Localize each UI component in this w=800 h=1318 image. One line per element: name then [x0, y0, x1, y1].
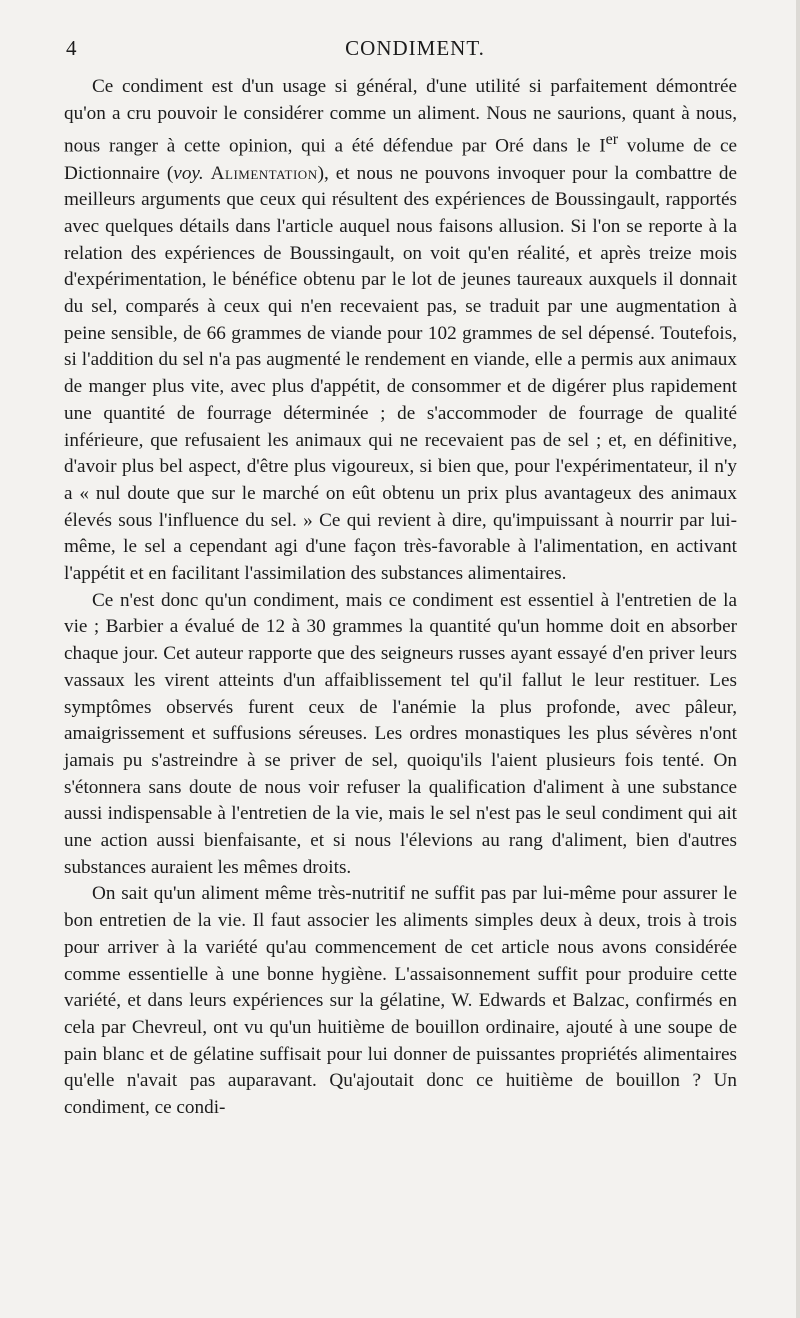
ordinal-superscript: er [605, 131, 619, 149]
paragraph-1 [64, 74, 737, 588]
paragraph-2: Ce n'est donc qu'un condiment, mais ce condiment est essentiel à l'entretien de la vie ; Barbier a évalué de 12 à 30 grammes la quantité qu'un homme doit en absorber chaque jour. Cet auteur rapporte que des seigneurs russes ayant essayé d'en priver leurs vassaux les virent atteints d'un affaiblissement tel qu'il fallut le leur restituer. Les symptômes observés furent ceux de l'anémie la plus profonde, avec pâleur, amaigrissement et suffusions séreuses. Les ordres monastiques les plus sévères n'ont jamais pu s'astreindre à se priver de sel, quoiqu'ils l'aient plusieurs fois tenté. On s'étonnera sans doute de nous voir refuser la qualification d'aliment à une substance aussi indispensable à l'entretien de la vie, mais le sel n'est pas le seul condiment qui ait une action aussi bienfaisante, et si nous l'élevions au rang d'aliment, bien d'autres substances auraient les mêmes droits. [64, 589, 737, 878]
paragraph-3: On sait qu'un aliment même très-nutritif ne suffit pas par lui-même pour assurer le bon entretien de la vie. Il faut associer les aliments simples deux à deux, trois à trois pour arriver à la variété qu'au commencement de cet article nous avons considérée comme essentielle à une bonne hygiène. L'assaisonnement suffit pour produire cette variété, et dans leurs expériences sur la gélatine, W. Edwards et Balzac, confirmés en cela par Chevreul, ont vu qu'un huitième de bouillon ordinaire, ajouté à une soupe de pain blanc et de gélatine suffisait pour lui donner de puissantes propriétés alimentaires qu'elle n'avait pas auparavant. Qu'ajoutait donc ce huitième de bouillon ? Un condiment, ce condi- [64, 883, 737, 1119]
cross-reference-term: Alimentation [210, 162, 318, 184]
cross-reference-voy: voy. [173, 162, 204, 184]
paragraph-1-text-before: Ce condiment est d'un usage si général, d'une utilité si parfaitement démontrée qu'on a cru pouvoir le considérer comme un aliment. Nous ne saurions, quant à nous, nous ranger à cette opinion, qui a été défendue par Oré dans le I [64, 76, 737, 157]
running-title: CONDIMENT. [345, 36, 485, 60]
paragraph-1-text-after: ), et nous ne pouvons invoquer pour la combattre de meilleurs arguments que ceux qui résultent des expériences de Boussingault, rapportés avec quelques détails dans l'article auquel nous faisons allusion. Si l'on se reporte à la relation des expériences de Boussingault, on voit qu'en réalité, et après treize mois d'expérimentation, le bénéfice obtenu par le lot de jeunes taureaux auxquels il donnait du sel, comparés à ceux qui n'en recevaient pas, se traduit par une augmentation à peine sensible, de 66 grammes de viande pour 102 grammes de sel dépensé. Toutefois, si l'addition du sel n'a pas augmenté le rendement en viande, elle a permis aux animaux de manger plus vite, avec plus d'appétit, de consommer et de digérer plus rapidement une quantité de fourrage déterminée ; de s'accommoder de fourrage de qualité inférieure, que refusaient les animaux qui ne recevaient pas de sel ; et, en définitive, d'avoir plus bel aspect, d'être plus vigoureux, si bien que, pour l'expérimentateur, il n'y a « nul doute que sur le marché on eût obtenu un prix plus avantageux des animaux élevés sous l'influence du sel. » Ce qui revient à dire, qu'impuissant à nourrir par lui-même, le sel a cependant agi d'une façon très-favorable à l'alimentation, en activant l'appétit et en facilitant l'assimilation des substances alimentaires. [64, 162, 738, 585]
page-edge-shadow [796, 0, 800, 1318]
paragraph-1-text-middle: volume de ce Dictionnaire ( [64, 135, 737, 184]
page-number: 4 [66, 36, 77, 60]
body-text [64, 74, 737, 1122]
page-header [64, 36, 766, 66]
